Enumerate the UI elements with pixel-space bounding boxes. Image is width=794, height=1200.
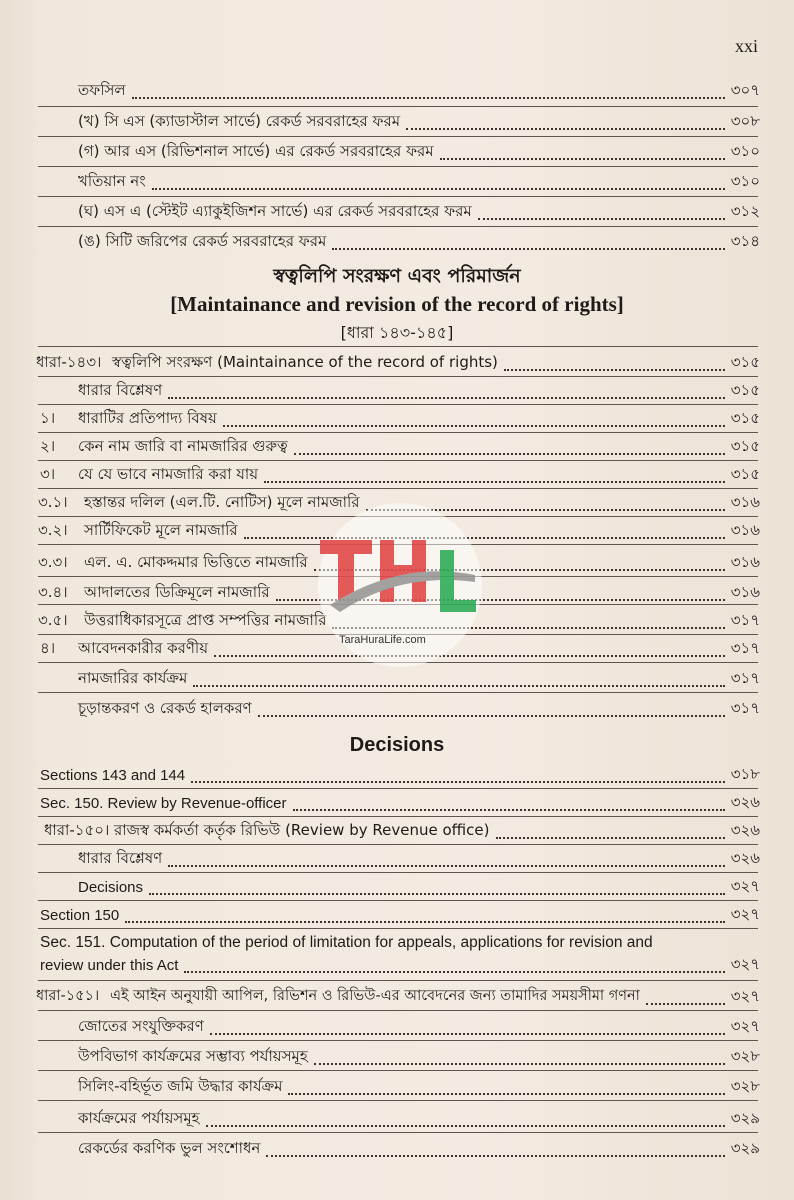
row-divider <box>38 1010 758 1011</box>
toc-page-number: ৩১৫ <box>730 352 760 371</box>
toc-entry-number: ৩.৩। <box>38 552 68 571</box>
toc-entry-label-line2: review under this Act <box>40 956 179 974</box>
toc-row[interactable] <box>78 139 760 165</box>
page-number: xxi <box>734 36 758 56</box>
row-divider <box>38 1132 758 1133</box>
toc-entry-label: আদালতের ডিক্রিমূলে নামজারি <box>84 582 270 601</box>
toc-row[interactable] <box>78 1014 760 1040</box>
row-divider <box>38 1040 758 1041</box>
leader-dots <box>314 1062 725 1065</box>
row-divider <box>38 376 758 377</box>
leader-dots <box>191 780 725 783</box>
toc-page-number: ৩১৫ <box>730 464 760 483</box>
row-divider <box>38 1070 758 1071</box>
toc-entry-label: হস্তান্তর দলিল (এল.টি. নোটিস) মূলে নামজারি <box>84 492 360 511</box>
leader-dots <box>496 836 725 839</box>
toc-entry-label: তফসিল <box>78 80 126 99</box>
toc-entry-label: জোতের সংযুক্তিকরণ <box>78 1016 204 1035</box>
toc-page-number: ৩১৬ <box>730 552 760 571</box>
toc-page-number: ৩১৬ <box>730 582 760 601</box>
toc-entry-label: ধারার বিশ্লেষণ <box>78 380 163 399</box>
row-divider <box>38 106 758 107</box>
toc-page-number: ৩২৬ <box>730 793 760 811</box>
toc-page-number: ৩১৭ <box>730 638 760 657</box>
row-divider <box>38 166 758 167</box>
leader-dots <box>149 892 725 895</box>
toc-page-number: ৩১৪ <box>730 231 760 250</box>
toc-row[interactable] <box>78 199 760 225</box>
toc-entry-label: উপবিভাগ কার্যক্রমের সম্ভাব্য পর্যায়সমূহ <box>78 1046 308 1065</box>
row-divider <box>38 432 758 433</box>
leader-dots <box>210 1032 725 1035</box>
toc-page-number: ৩১৮ <box>730 765 760 783</box>
toc-page-number: ৩১৬ <box>730 520 760 539</box>
toc-row[interactable] <box>78 229 760 255</box>
leader-dots <box>152 187 725 190</box>
toc-row[interactable] <box>40 462 760 488</box>
toc-page-number: ৩১৭ <box>730 668 760 687</box>
toc-entry-number: ৩.২। <box>38 520 68 539</box>
toc-row[interactable] <box>40 790 760 816</box>
toc-row[interactable] <box>78 874 760 900</box>
row-divider <box>38 346 758 347</box>
toc-row[interactable] <box>40 434 760 460</box>
toc-page-number: ৩২৭ <box>730 955 760 973</box>
toc-page-number: ৩২৯ <box>730 1138 760 1157</box>
toc-page-number: ৩১০ <box>730 171 760 190</box>
toc-entry-label: (ঘ) এস এ (স্টেইট এ্যাকুইজিশন সার্ভে) এর রেকর্ড সরবরাহের ফরম <box>78 201 472 220</box>
toc-page-number: ৩২৯ <box>730 1108 760 1127</box>
toc-entry-number: ২। <box>40 436 56 455</box>
toc-entry-label: খতিয়ান নং <box>78 171 146 190</box>
toc-entry-label: নামজারির কার্যক্রম <box>78 668 188 687</box>
toc-entry-number: ৩। <box>40 464 56 483</box>
leader-dots <box>406 127 725 130</box>
toc-entry-label: আবেদনকারীর করণীয় <box>78 638 209 657</box>
toc-entry-number: ধারা-১৫১। <box>36 988 100 1004</box>
leader-dots <box>646 1002 725 1005</box>
toc-page-number: ৩২৭ <box>730 905 760 923</box>
toc-page-number: ৩১০ <box>730 141 760 160</box>
toc-entry-number: ধারা-১৫০। <box>44 820 110 839</box>
leader-dots <box>168 864 725 867</box>
decisions-heading: Decisions <box>349 734 445 756</box>
toc-entry-number: ধারা-১৪৩। <box>36 352 102 371</box>
toc-row[interactable] <box>78 1044 760 1070</box>
leader-dots <box>288 1092 724 1095</box>
toc-row[interactable] <box>78 1136 760 1162</box>
toc-page-number: ৩১২ <box>730 201 760 220</box>
row-divider <box>38 404 758 405</box>
toc-entry-label-line1: Sec. 151. Computation of the period of limitation for appeals, applications for revision and <box>40 934 653 951</box>
chapter-title-bn: স্বত্বলিপি সংরক্ষণ এবং পরিমার্জন <box>273 265 521 287</box>
toc-entry-label: ধারাটির প্রতিপাদ্য বিষয় <box>78 408 217 427</box>
toc-page-number: ৩২৬ <box>730 820 760 839</box>
row-divider <box>38 928 758 929</box>
toc-row[interactable] <box>40 952 760 978</box>
chapter-title-en: [Maintainance and revision of the record of rights] <box>170 292 624 316</box>
watermark-url: TaraHuraLife.com <box>339 634 426 646</box>
leader-dots <box>258 714 725 717</box>
toc-page-number: ৩২৮ <box>730 1076 760 1095</box>
toc-entry-number: ৩.৫। <box>38 610 68 629</box>
toc-entry-label: (ঙ) সিটি জরিপের রেকর্ড সরবরাহের ফরম <box>78 231 327 250</box>
toc-entry-label: রেকর্ডের করণিক ভুল সংশোধন <box>78 1138 261 1157</box>
row-divider <box>38 816 758 817</box>
leader-dots <box>478 217 725 220</box>
toc-entry-label: Decisions <box>78 878 144 896</box>
toc-entry-number: ৩.৪। <box>38 582 68 601</box>
leader-dots <box>132 96 725 99</box>
toc-page-number: ৩১৫ <box>730 380 760 399</box>
leader-dots <box>223 424 725 427</box>
toc-row[interactable] <box>78 109 760 135</box>
toc-row[interactable] <box>40 902 760 928</box>
toc-row[interactable] <box>78 378 760 404</box>
toc-row[interactable] <box>36 984 760 1010</box>
leader-dots <box>504 368 725 371</box>
leader-dots <box>168 396 725 399</box>
toc-row[interactable] <box>78 1106 760 1132</box>
row-divider <box>38 980 758 981</box>
toc-row[interactable] <box>44 818 760 844</box>
leader-dots <box>264 480 725 483</box>
row-divider <box>38 692 758 693</box>
toc-row[interactable] <box>78 78 760 104</box>
toc-entry-label: Sections 143 and 144 <box>40 766 186 784</box>
toc-page-number: ৩১৭ <box>730 610 760 629</box>
toc-entry-label: কার্যক্রমের পর্যায়সমূহ <box>78 1108 200 1127</box>
leader-dots <box>193 684 724 687</box>
row-divider <box>38 788 758 789</box>
toc-page-number: ৩০৭ <box>730 80 760 99</box>
toc-entry-label: এল. এ. মোকদ্দমার ভিত্তিতে নামজারি <box>84 552 308 571</box>
row-divider <box>38 196 758 197</box>
leader-dots <box>440 157 725 160</box>
toc-entry-label: Sec. 150. Review by Revenue-officer <box>40 794 287 812</box>
chapter-sections-ref: [ধারা ১৪৩-১৪৫] <box>340 323 454 342</box>
toc-page-number: ৩১৫ <box>730 436 760 455</box>
toc-entry-label: চূড়ান্তকরণ ও রেকর্ড হালকরণ <box>78 698 252 717</box>
row-divider <box>38 900 758 901</box>
toc-page-number: ৩২৭ <box>730 877 760 895</box>
toc-row-multiline[interactable] <box>40 932 756 954</box>
toc-entry-label: রাজস্ব কর্মকর্তা কর্তৃক রিভিউ (Review by Revenue office) <box>114 820 490 839</box>
toc-entry-label: যে যে ভাবে নামজারি করা যায় <box>78 464 259 483</box>
row-divider <box>38 460 758 461</box>
toc-entry-label: সার্টিফিকেট মূলে নামজারি <box>84 520 238 539</box>
leader-dots <box>266 1154 724 1157</box>
row-divider <box>38 136 758 137</box>
toc-page-number: ৩২৭ <box>730 1016 760 1035</box>
row-divider <box>38 488 758 489</box>
leader-dots <box>332 247 724 250</box>
row-divider <box>38 1100 758 1101</box>
toc-page-number: ৩২৬ <box>730 848 760 867</box>
leader-dots <box>293 808 725 811</box>
toc-entry-number: ৪। <box>40 638 56 657</box>
row-divider <box>38 872 758 873</box>
leader-dots <box>206 1124 725 1127</box>
toc-row[interactable] <box>40 406 760 432</box>
row-divider <box>38 844 758 845</box>
leader-dots <box>125 920 725 923</box>
toc-row[interactable] <box>40 762 760 788</box>
row-divider <box>38 226 758 227</box>
toc-entry-label: Section 150 <box>40 906 120 924</box>
toc-page-number: ৩২৮ <box>730 1046 760 1065</box>
toc-entry-label: স্বত্বলিপি সংরক্ষণ (Maintainance of the record of rights) <box>112 352 498 371</box>
leader-dots <box>184 970 724 973</box>
toc-row[interactable] <box>78 696 760 722</box>
toc-entry-number: ৩.১। <box>38 492 68 511</box>
toc-page-number: ৩১৭ <box>730 698 760 717</box>
leader-dots <box>294 452 725 455</box>
toc-page-number: ৩১৫ <box>730 408 760 427</box>
toc-entry-label: সিলিং-বহির্ভূত জমি উদ্ধার কার্যক্রম <box>78 1076 283 1095</box>
toc-entry-number: ১। <box>40 408 56 427</box>
toc-entry-label: (গ) আর এস (রিভিশনাল সার্ভে) এর রেকর্ড সরবরাহের ফরম <box>78 141 434 160</box>
toc-page-number: ৩২৭ <box>730 986 760 1005</box>
toc-entry-label: এই আইন অনুযায়ী আপিল, রিভিশন ও রিভিউ-এর আবেদনের জন্য তামাদির সময়সীমা গণনা <box>110 988 640 1004</box>
toc-entry-label: (খ) সি এস (ক্যাডাস্টাল সার্ভে) রেকর্ড সরবরাহের ফরম <box>78 111 401 130</box>
toc-page-number: ৩০৮ <box>730 111 760 130</box>
toc-row[interactable] <box>78 169 760 195</box>
toc-page-number: ৩১৬ <box>730 492 760 511</box>
toc-entry-label: কেন নাম জারি বা নামজারির গুরুত্ব <box>78 436 288 455</box>
toc-entry-label: ধারার বিশ্লেষণ <box>78 848 163 867</box>
toc-row[interactable] <box>36 350 760 376</box>
toc-row[interactable] <box>78 846 760 872</box>
toc-row[interactable] <box>78 1074 760 1100</box>
toc-entry-label: উত্তরাধিকারসূত্রে প্রাপ্ত সম্পত্তির নামজারি <box>84 610 327 629</box>
